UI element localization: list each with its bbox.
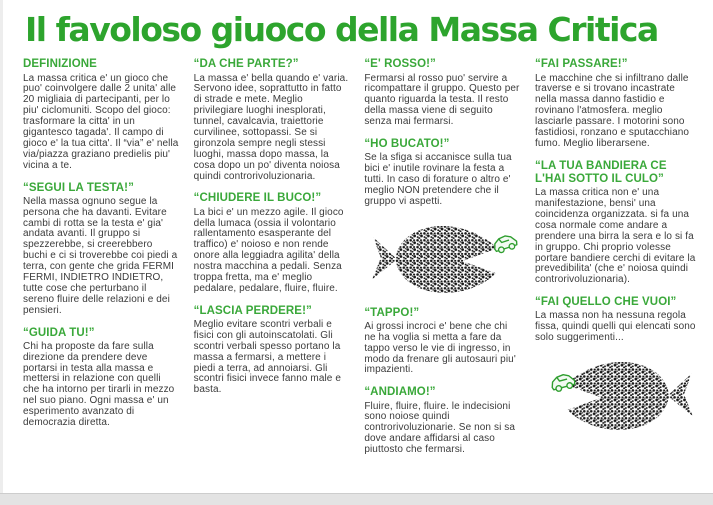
section-tappo bbox=[364, 307, 520, 377]
section-body: Nella massa ognuno segue la persona che ha davanti. Evitare cambi di rotta se la testa e' gia' andata avanti. Il gruppo si spezzerebbe, si creerebbero buchi e ci si troverebbe coi piedi a terra, con gente che grida FERMI FERMI, INDIETRO INDIETRO, tutte cose che perturbano il sereno fluire delle relazioni e dei pensieri. bbox=[23, 195, 178, 316]
section-heading: “FAI QUELLO CHE VUOI” bbox=[535, 296, 677, 309]
section-guida-tu bbox=[23, 327, 179, 429]
section-e-rosso bbox=[364, 58, 520, 128]
section-heading: “LASCIA PERDERE!” bbox=[193, 304, 312, 317]
section-body: La massa critica non e' una manifestazione, bensi' una coincidenza organizzata. si fa una cosa normale come andare a prendere una birra la sera e lo si fa in gruppo. Chi proprio volesse portare bandiere cerchi di evitare la prevedibilita' (che e' noiosa quindi controrivoluzionaria). bbox=[535, 187, 696, 286]
column-4 bbox=[535, 58, 697, 466]
section-heading: “E' ROSSO!” bbox=[364, 58, 436, 71]
section-heading: “TAPPO!” bbox=[364, 306, 420, 319]
section-body: Fluire, fluire, fluire. le indecisioni sono noiose quindi controrivoluzionarie. Se non si sa dove andare affidarsi al caso piuttosto che fermarsi. bbox=[364, 400, 516, 456]
section-heading: DEFINIZIONE bbox=[23, 58, 97, 71]
section-body: La massa non ha nessuna regola fissa, quindi quelli qui elencati sono solo suggerimenti... bbox=[535, 310, 696, 344]
section-body: Ai grossi incroci e' bene che chi ne ha voglia si metta a fare da tappo verso le vie di ingresso, in modo da frenare gli autosauri piu' impazienti. bbox=[364, 320, 516, 376]
section-heading: “LA TUA BANDIERA CE L'HAI SOTTO IL CULO” bbox=[535, 159, 667, 185]
section-body: La massa e' bella quando e' varia. Servono idee, soprattutto in fatto di strade e mete. Meglio privilegiare luoghi inesplorati, tunnel, cavalcavia, traiettorie curvilinee, sottopassi. Se si gironzola sempre negli stessi luoghi, massa dopo massa, la cosa dopo un po' diventa noiosa quindi controrivoluzionaria. bbox=[193, 72, 349, 182]
section-heading: “CHIUDERE IL BUCO!” bbox=[193, 192, 322, 205]
section-andiamo bbox=[364, 386, 520, 456]
column-layout bbox=[23, 58, 697, 466]
section-fai-quello-che-vuoi bbox=[535, 296, 697, 344]
section-body: Le macchine che si infiltrano dalle traverse e si trovano incastrate nella massa danno fastidio e rovinano l'atmosfera. meglio lasciarle passare. I motorini sono fastidiosi, ronzano e sputacchiano fumo. Meglio liberarsene. bbox=[535, 72, 690, 149]
section-body: Chi ha proposte da fare sulla direzione da prendere deve portarsi in testa alla massa e mettersi in relazione con quelli che ha intorno per tirarli in mezzo nel suo piano. Ogni massa e' un esperimento avanzato di democrazia diretta. bbox=[23, 340, 175, 428]
section-segui-la-testa bbox=[23, 182, 179, 317]
column-3 bbox=[364, 58, 520, 466]
section-body: La massa critica e' un gioco che puo' coinvolgere dalle 2 unita' alle 20 migliaia di partecipanti, per lo piu' ciclomuniti. Scopo del gioco: trasformare la citta' in un gigantesco tagada'. Il campo di gioco e' la tua citta'. Il “via” e' nella via/piazza graziano predielis piu' vicina a te. bbox=[23, 72, 179, 171]
section-la-tua-bandiera bbox=[535, 160, 697, 286]
section-body: Fermarsi al rosso puo' servire a ricompattare il gruppo. Questo per quanto riguarda la testa. Il resto della massa viene di seguito senza mai fermarsi. bbox=[364, 72, 520, 128]
section-body: Meglio evitare scontri verbali e fisici con gli autoinscatolati. Gli scontri verbali spesso portano la massa a fermarsi, a mettere i piedi a terra, ad annoiarsi. Gli scontri fisici invece fanno male e basta. bbox=[193, 318, 342, 396]
section-lascia-perdere bbox=[194, 305, 350, 396]
page-bottom-edge bbox=[0, 493, 713, 505]
page-title: Il favoloso giuoco della Massa Critica bbox=[25, 10, 658, 49]
section-heading: “ANDIAMO!” bbox=[364, 386, 436, 399]
section-heading: “GUIDA TU!” bbox=[23, 326, 95, 339]
section-definizione bbox=[23, 58, 179, 171]
section-ho-bucato bbox=[364, 138, 520, 208]
column-2 bbox=[194, 58, 350, 466]
section-body: La bici e' un mezzo agile. Il gioco della lumaca (ossia il volontario rallentamento esasperante del traffico) e' noioso e non rende onore alla leggiadra agilita' della nostra macchina a pedali. Senza troppa fretta, ma e' meglio pedalare, pedalare, fluire, fluire. bbox=[193, 206, 344, 294]
column-1 bbox=[23, 58, 179, 466]
section-chiudere-il-buco bbox=[194, 192, 350, 294]
section-body: Se la sfiga si accanisce sulla tua bici e' inutile rovinare la festa a tutti. In caso di forature o altro e' meglio NON pretendere che il gruppo vi aspetti. bbox=[364, 152, 512, 207]
section-heading: “FAI PASSARE!” bbox=[535, 58, 628, 71]
section-heading: “SEGUI LA TESTA!” bbox=[23, 181, 134, 194]
section-heading: “HO BUCATO!” bbox=[364, 137, 450, 150]
section-da-che-parte bbox=[194, 58, 350, 182]
section-fai-passare bbox=[535, 58, 697, 149]
section-heading: “DA CHE PARTE?” bbox=[193, 58, 299, 71]
fish-swarm-eating-car-right-icon bbox=[364, 218, 520, 300]
fish-swarm-eating-car-left-icon bbox=[535, 354, 697, 437]
